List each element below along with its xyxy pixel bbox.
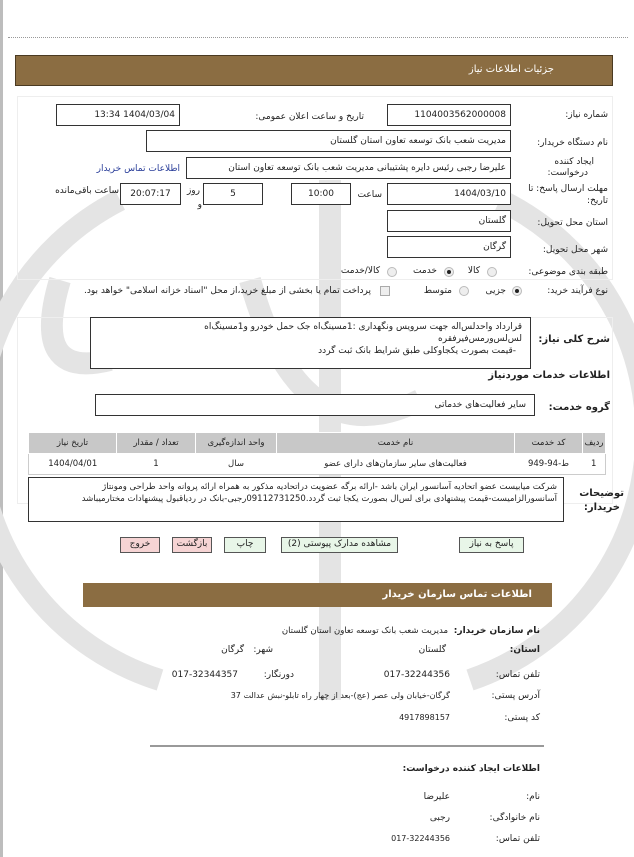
contact-phone-value: 017-32244356: [383, 670, 450, 680]
contact-fax-label: دورنگار:: [263, 670, 294, 680]
buyer-contact-link[interactable]: اطلاعات تماس خریدار: [96, 164, 180, 174]
summary-line-1: قرارداد واحدلس‌اله جهت سرویس ونگهداری :1مسینگ‌اه جک حمل خودرو و1مسینگ‌اه: [204, 322, 522, 332]
contact-fax-value: 017-32344357: [171, 670, 238, 680]
print-button[interactable]: چاپ: [224, 537, 266, 553]
announce-datetime-field: 1404/03/04 13:34: [56, 104, 180, 126]
category-option-goods-service: کالا/خدمت: [340, 266, 380, 276]
process-radio-minor[interactable]: [512, 286, 522, 296]
contact-section-header: [83, 583, 552, 607]
category-radio-goods-service[interactable]: [387, 267, 397, 277]
deadline-label-2: تاریخ:: [587, 196, 608, 206]
respond-button[interactable]: پاسخ به نیاز: [459, 537, 524, 553]
page-title: جزئیات اطلاعات نیاز: [468, 64, 554, 75]
creator-family-value: رجبی: [429, 813, 450, 823]
summary-label: شرح کلی نیاز:: [538, 334, 610, 345]
top-divider: [8, 37, 628, 38]
page-header: [15, 55, 613, 86]
need-number-field: 1104003562000008: [387, 104, 511, 126]
view-attachments-button[interactable]: مشاهده مدارک پیوستی (2): [281, 537, 398, 553]
cell-quantity: 1: [117, 454, 196, 475]
contact-province-label: استان:: [509, 645, 540, 655]
delivery-province-field: گلستان: [387, 210, 511, 232]
process-option-medium: متوسط: [423, 286, 452, 296]
creator-name-value: علیرضا: [423, 792, 450, 802]
delivery-city-field: گرگان: [387, 236, 511, 258]
col-unit: واحد اندازه‌گیری: [196, 433, 277, 454]
announce-datetime-label: تاریخ و ساعت اعلان عمومی:: [255, 112, 364, 122]
creator-label-2: درخواست:: [547, 168, 588, 178]
contact-section-title: اطلاعات تماس سازمان خریدار: [382, 589, 532, 600]
need-number-label: شماره نیاز:: [565, 110, 608, 120]
summary-line-2: لس‌لس‌ورمس‌فیرفقره: [438, 334, 522, 344]
creator-phone-label: تلفن تماس:: [495, 834, 540, 844]
deadline-date-field: 1404/03/10: [387, 183, 511, 205]
days-and-label: و: [197, 200, 202, 210]
contact-address-label: آدرس پستی:: [491, 691, 540, 701]
deadline-time-label: ساعت: [357, 190, 382, 200]
col-need-date: تاریخ نیاز: [29, 433, 117, 454]
table-row: [29, 454, 606, 475]
days-label: روز: [186, 186, 200, 196]
cell-row-number: 1: [583, 454, 606, 475]
category-option-service: خدمت: [413, 266, 437, 276]
contact-divider: [150, 745, 544, 747]
buyer-org-field: مدیریت شعب بانک توسعه تعاون استان گلستان: [146, 130, 511, 152]
col-service-name: نام خدمت: [277, 433, 515, 454]
process-option-minor: جزیی: [485, 286, 506, 296]
exit-button[interactable]: خروج: [120, 537, 160, 553]
service-group-field: سایر فعالیت‌های خدماتی: [95, 394, 535, 416]
remaining-time-field: 20:07:17: [120, 183, 181, 205]
services-table-header: [29, 433, 606, 454]
contact-city-label: شهر:: [253, 645, 273, 655]
service-group-label: گروه خدمت:: [548, 402, 610, 413]
contact-province-value: گلستان: [418, 645, 446, 655]
buyer-notes-label-2: خریدار:: [583, 502, 620, 513]
cell-service-name: فعالیت‌های سایر سازمان‌های دارای عضو: [277, 454, 515, 475]
remaining-days-field: 5: [203, 183, 263, 205]
buyer-org-label: نام دستگاه خریدار:: [537, 138, 608, 148]
col-service-code: کد خدمت: [515, 433, 583, 454]
creator-family-label: نام خانوادگی:: [489, 813, 540, 823]
process-radio-medium[interactable]: [459, 286, 469, 296]
creator-label-1: ایجاد کننده: [554, 157, 594, 167]
buyer-notes-field: شرکت میابیست عضو اتحادیه آسانسور ایران باشد -ارائه برگه عضویت دراتحادیه مذکور به همراه ارائه پروانه واحد طراحی ومونتاژ آسانسورالزامیست-قیمت پیشنهادی برای لس‌ال بصورت یکجا ثبت گردد.09112731250رجبی-بانک در ردیاقبول پیشنهادات مختارمیباشد: [28, 477, 564, 522]
contact-phone-label: تلفن تماس:: [495, 670, 540, 680]
delivery-city-label: شهر محل تحویل:: [542, 245, 608, 255]
deadline-time-field: 10:00: [291, 183, 351, 205]
creator-name-label: نام:: [526, 792, 540, 802]
category-label: طبقه بندی موضوعی:: [528, 267, 608, 277]
cell-need-date: 1404/04/01: [29, 454, 117, 475]
delivery-province-label: استان محل تحویل:: [537, 218, 608, 228]
treasury-checkbox[interactable]: [380, 286, 390, 296]
contact-org-label: نام سازمان خریدار:: [453, 626, 540, 636]
cell-unit: سال: [196, 454, 277, 475]
creator-info-title: اطلاعات ایجاد کننده درخواست:: [402, 764, 540, 774]
category-option-goods: کالا: [467, 266, 480, 276]
services-table: [28, 432, 606, 475]
process-type-label: نوع فرآیند خرید:: [547, 286, 608, 296]
contact-city-value: گرگان: [221, 645, 244, 655]
services-section-title: اطلاعات خدمات موردنیاز: [488, 370, 610, 381]
back-button[interactable]: بازگشت: [172, 537, 212, 553]
contact-org-value: مدیریت شعب بانک توسعه تعاون استان گلستان: [281, 626, 448, 636]
window-left-border: [0, 0, 3, 857]
summary-line-3: -قیمت بصورت یکجاوکلی طبق شرایط بانک ثبت گردد: [318, 346, 516, 356]
deadline-label-1: مهلت ارسال پاسخ: تا: [528, 184, 608, 194]
col-quantity: تعداد / مقدار: [117, 433, 196, 454]
cell-service-code: ط-94-949: [515, 454, 583, 475]
contact-postal-label: کد پستی:: [504, 713, 540, 723]
creator-phone-value: 017-32244356: [391, 834, 450, 843]
remaining-time-label: ساعت باقی‌مانده: [55, 186, 119, 196]
summary-field: [90, 317, 531, 369]
category-radio-service[interactable]: [444, 267, 454, 277]
contact-postal-value: 4917898157: [399, 713, 450, 722]
treasury-note: پرداخت تمام یا بخشی از مبلغ خرید،از محل "اسناد خزانه اسلامی" خواهد بود.: [83, 286, 371, 296]
col-row-number: ردیف: [583, 433, 606, 454]
buyer-notes-label-1: توضیحات: [579, 488, 624, 499]
category-radio-goods[interactable]: [487, 267, 497, 277]
contact-address-value: گرگان-خیابان ولی عصر (عج)-بعد از چهار راه تابلو-نبش عدالت 37: [230, 691, 450, 700]
creator-field: علیرضا رجبی رئیس دایره پشتیبانی مدیریت شعب بانک توسعه تعاون استان: [186, 157, 511, 179]
